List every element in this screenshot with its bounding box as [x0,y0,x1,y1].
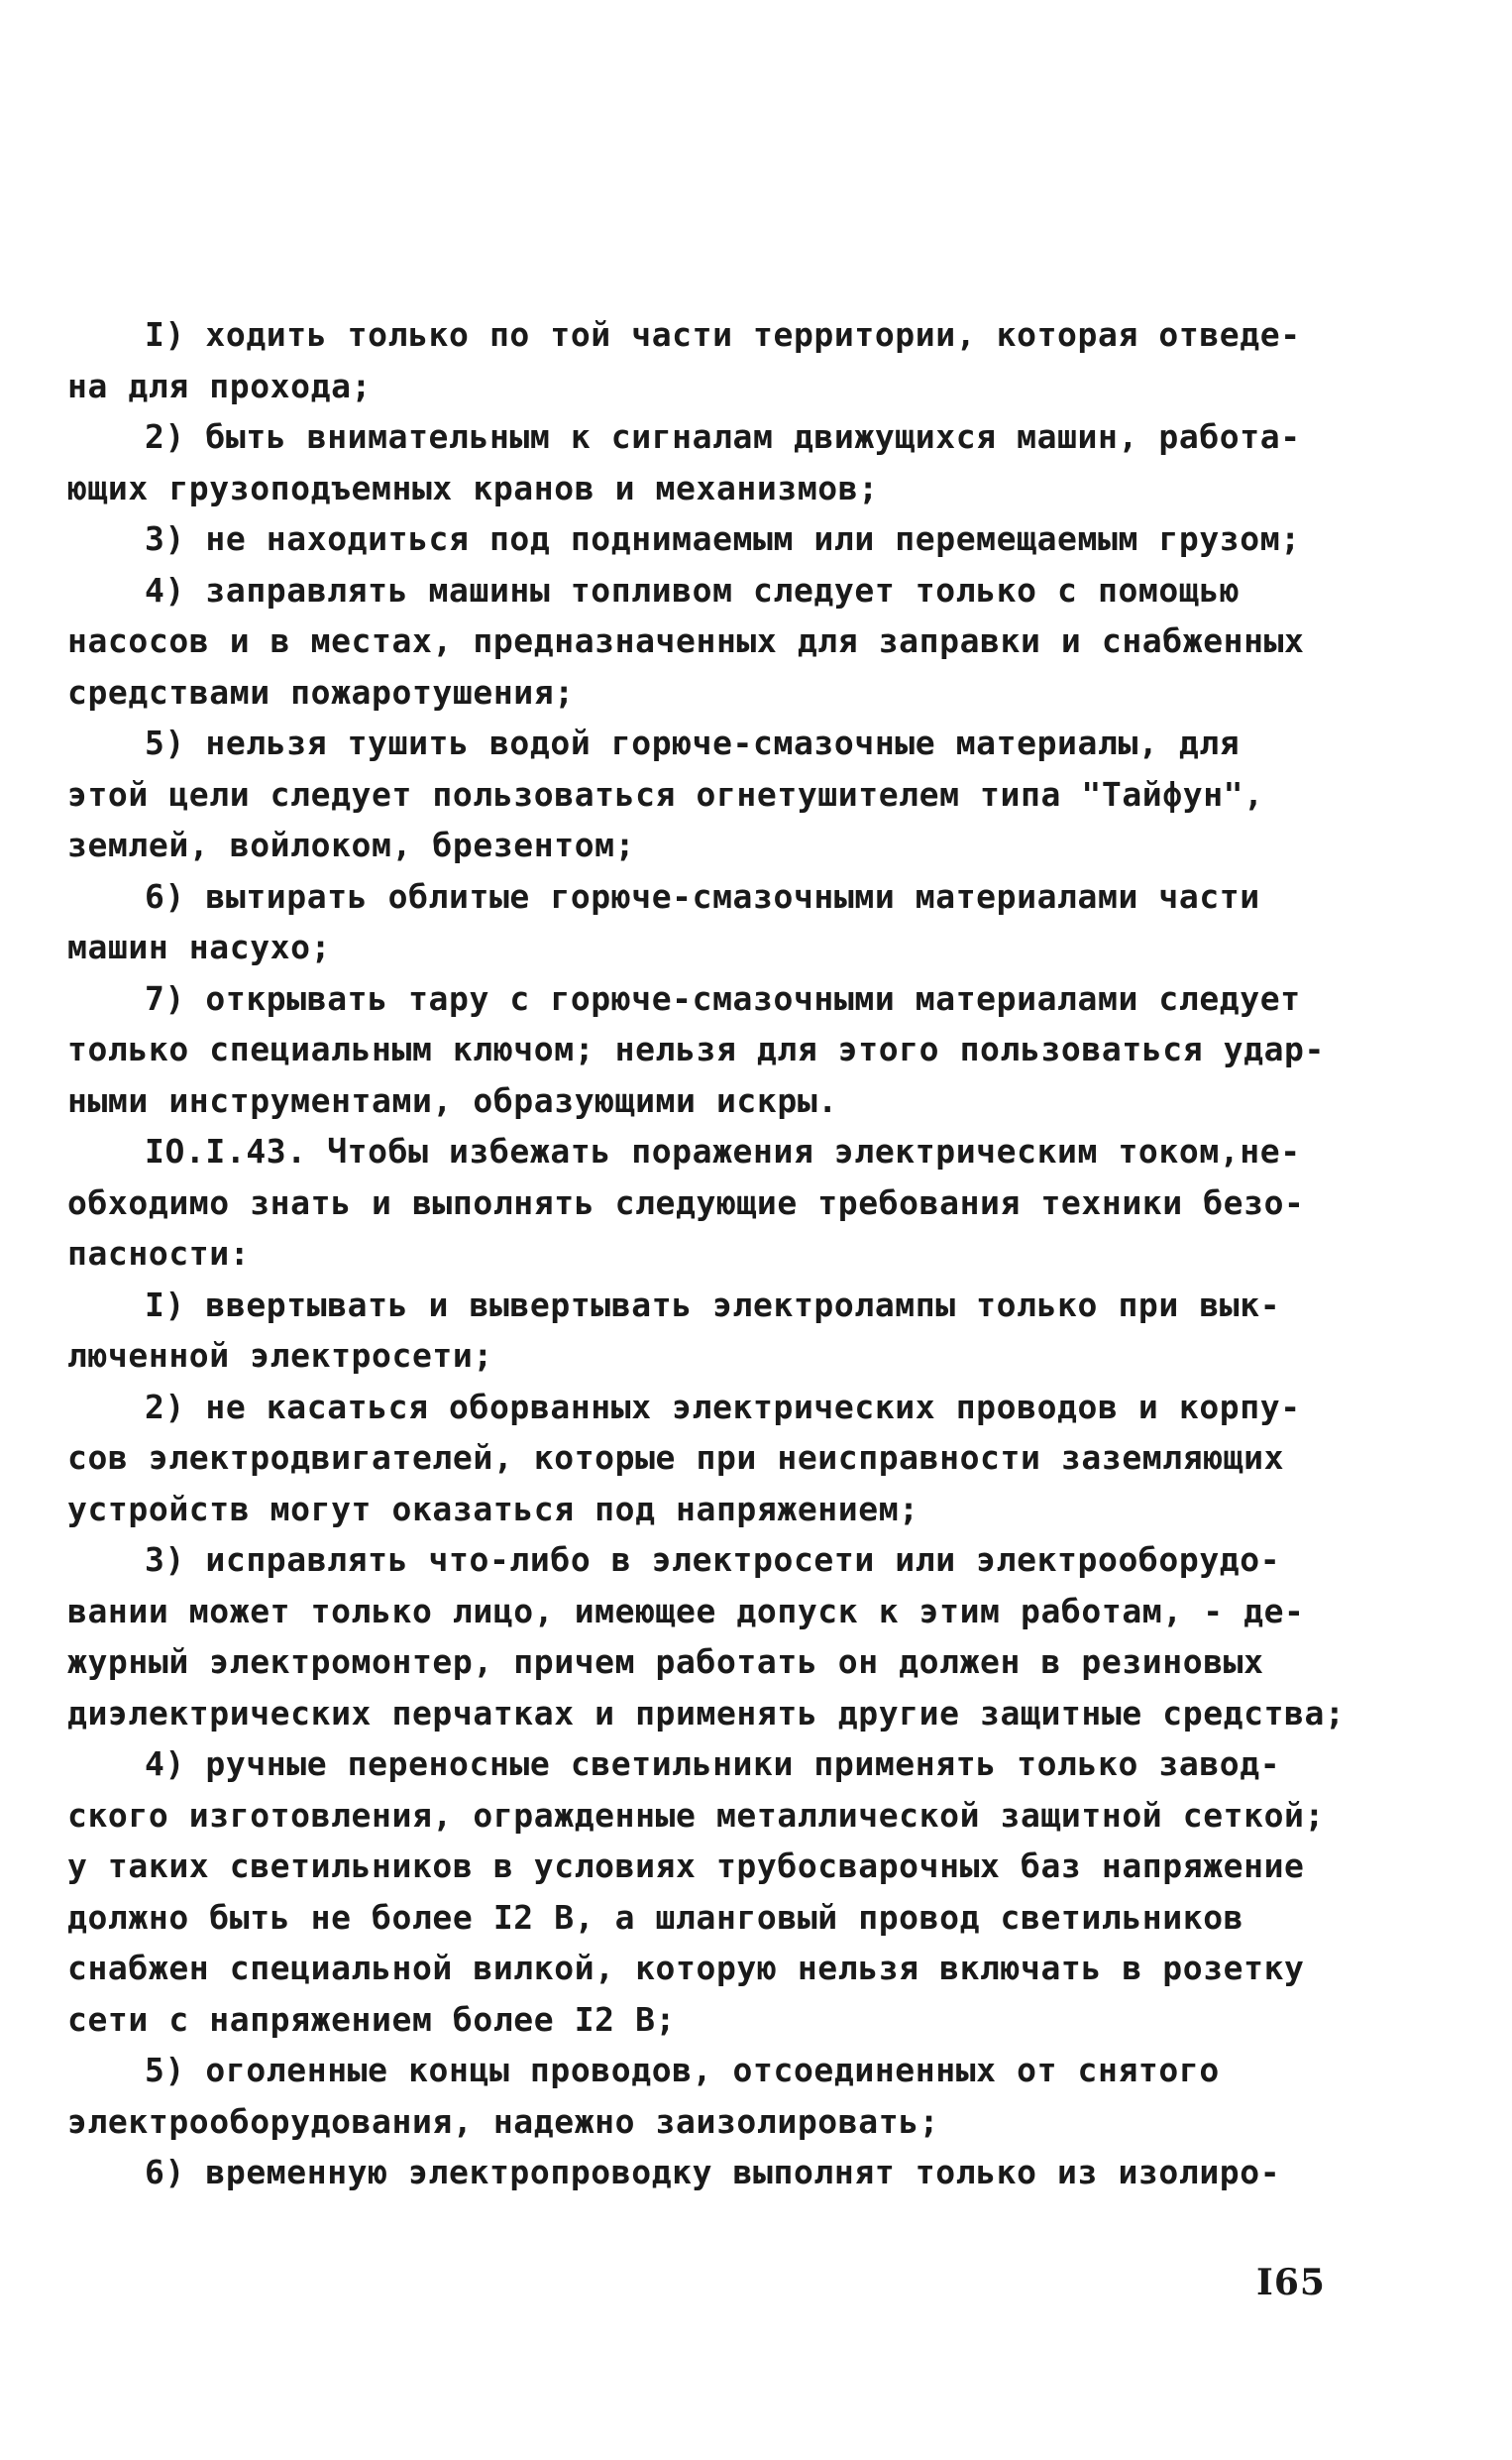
text-line: ющих грузоподъемных кранов и механизмов; [67,468,879,507]
text-line: должно быть не более I2 В, а шланговый провод светильников [67,1897,1244,1937]
text-line: средствами пожаротушения; [67,672,575,712]
text-line: I) ходить только по той части территории, которая отведе- [145,315,1301,354]
text-line: обходимо знать и выполнять следующие требования техники безо- [67,1182,1305,1222]
page-number: I65 [1256,2262,1326,2303]
text-line: снабжен специальной вилкой, которую нельзя включать в розетку [67,1949,1305,1987]
text-line: 7) открывать тару с горюче-смазочными материалами следует [145,978,1301,1018]
text-line: 2) быть внимательным к сигналам движущихся машин, работа- [145,417,1301,456]
text-line: у таких светильников в условиях трубосварочных баз напряжение [67,1846,1305,1885]
text-line: электрооборудования, надежно заизолировать; [67,2101,940,2141]
text-line: пасности: [67,1234,251,1273]
text-line: 3) исправлять что-либо в электросети или электрооборудо- [145,1540,1281,1579]
text-line: журный электромонтер, причем работать он должен в резиновых [67,1642,1264,1681]
text-line: I) ввертывать и вывертывать электролампы только при вык- [145,1285,1281,1324]
text-line: 4) ручные переносные светильники применять только завод- [145,1744,1281,1783]
text-line: 6) временную электропроводку выполнят только из изолиро- [145,2153,1281,2191]
text-line: машин насухо; [67,928,332,966]
text-line: люченной электросети; [67,1336,493,1375]
text-line: 3) не находиться под поднимаемым или перемещаемым грузом; [145,519,1301,558]
text-line: 5) оголенные концы проводов, отсоединенных от снятого [145,2051,1220,2089]
text-line: этой цели следует пользоваться огнетушителем типа "Тайфун", [67,774,1264,814]
text-line: 6) вытирать облитые горюче-смазочными материалами части [145,876,1260,916]
body-text [67,309,1346,2198]
text-line: сов электродвигателей, которые при неисправности заземляющих [67,1438,1285,1477]
text-line: IO.I.43. Чтобы избежать поражения электрическим током,не- [145,1132,1301,1171]
text-line: устройств могут оказаться под напряжением; [67,1489,919,1528]
text-line: землей, войлоком, брезентом; [67,826,636,864]
text-line: 2) не касаться оборванных электрических проводов и корпу- [145,1387,1301,1426]
text-line: ными инструментами, образующими искры. [67,1080,838,1120]
text-line: вании может только лицо, имеющее допуск к этим работам, - де- [67,1591,1305,1630]
text-line: насосов и в местах, предназначенных для заправки и снабженных [67,621,1305,660]
text-line: диэлектрических перчатках и применять другие защитные средства; [67,1693,1346,1733]
text-line: только специальным ключом; нельзя для этого пользоваться удар- [67,1030,1325,1068]
text-line: на для прохода; [67,366,373,405]
text-line: 4) заправлять машины топливом следует только с помощью [145,570,1241,610]
text-line: сети с напряжением более I2 В; [67,1999,677,2039]
text-line: 5) нельзя тушить водой горюче-смазочные материалы, для [145,724,1241,762]
text-line: ского изготовления, огражденные металлической защитной сеткой; [67,1795,1325,1835]
